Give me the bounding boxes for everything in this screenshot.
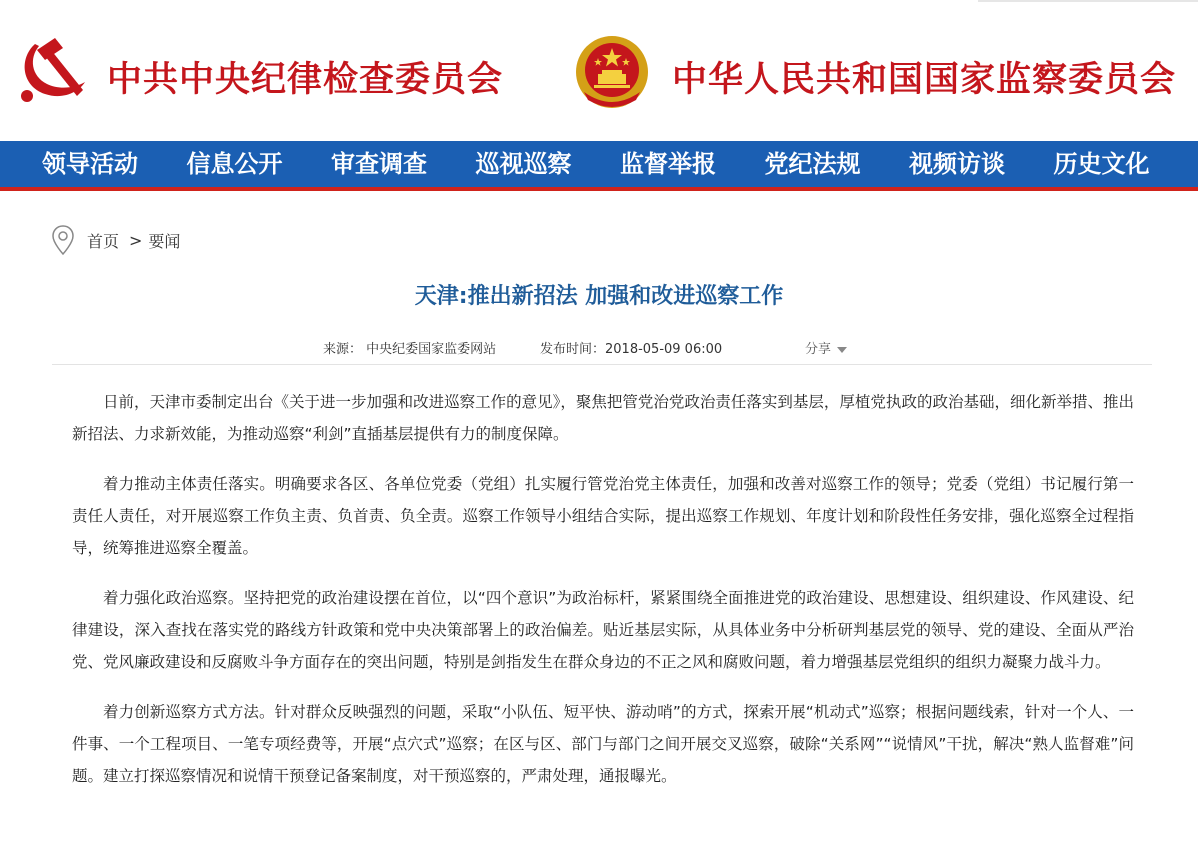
- nav-item-investigation[interactable]: 审查调查: [331, 149, 427, 178]
- breadcrumb: [52, 224, 180, 256]
- chevron-down-icon: [837, 347, 847, 353]
- org-name-right: 中华人民共和国国家监察委员会: [672, 59, 1177, 100]
- article-publish-time: 发布时间：2018-05-09 06:00: [540, 342, 723, 357]
- article-paragraph: 着力推动主体责任落实。明确要求各区、各单位党委（党组）扎实履行管党治党主体责任，加强和改善对巡察工作的领导；党委（党组）书记履行第一责任人责任，对开展巡察工作负主责、负首责、负全责。巡察工作领导小组结合实际，提出巡察工作规划、年度计划和阶段性任务安排，强化巡察全过程指导，统筹推进巡察全覆盖。: [72, 475, 1134, 557]
- site-header: [0, 0, 1198, 141]
- nav-item-inspection[interactable]: 巡视巡察: [475, 149, 572, 178]
- nav-item-regulations[interactable]: 党纪法规: [764, 149, 861, 178]
- nav-item-history[interactable]: 历史文化: [1053, 149, 1150, 178]
- main-nav: [0, 141, 1198, 191]
- nav-list: [0, 141, 1198, 187]
- nav-item-report[interactable]: 监督举报: [620, 149, 716, 178]
- nav-item-information[interactable]: 信息公开: [186, 149, 283, 178]
- national-emblem-icon[interactable]: [574, 34, 650, 110]
- article-paragraph: 着力强化政治巡察。坚持把党的政治建设摆在首位，以“四个意识”为政治标杆，紧紧围绕全面推进党的政治建设、思想建设、组织建设、作风建设、纪律建设，深入查找在落实党的路线方针政策和党中央决策部署上的政治偏差。贴近基层实际，从具体业务中分析研判基层党的领导、党的建设、全面从严治党、党风廉政建设和反腐败斗争方面存在的突出问题，特别是剑指发生在群众身边的不正之风和腐败问题，着力增强基层党组织的组织力凝聚力战斗力。: [72, 589, 1134, 671]
- org-name-left: 中共中央纪律检查委员会: [107, 59, 504, 100]
- article-body: [72, 386, 1134, 810]
- breadcrumb-separator: >: [129, 230, 143, 250]
- article-paragraph: 日前，天津市委制定出台《关于进一步加强和改进巡察工作的意见》，聚焦把管党治党政治责任落实到基层，厚植党执政的政治基础，细化新举措、推出新招法、力求新效能，为推动巡察“利剑”直插基层提供有力的制度保障。: [72, 393, 1134, 443]
- meta-divider: [52, 364, 1152, 365]
- share-button[interactable]: [805, 338, 847, 357]
- article-source: 来源： 中央纪委国家监委网站: [323, 342, 497, 357]
- party-emblem-icon[interactable]: [15, 36, 91, 106]
- article-paragraph: 着力创新巡察方式方法。针对群众反映强烈的问题，采取“小队伍、短平快、游动哨”的方式，探索开展“机动式”巡察；根据问题线索，针对一个人、一件事、一个工程项目、一笔专项经费等，开展“点穴式”巡察；在区与区、部门与部门之间开展交叉巡察，破除“关系网”“说情风”干扰，解决“熟人监督难”问题。建立打探巡察情况和说情干预登记备案制度，对干预巡察的，严肃处理，通报曝光。: [72, 703, 1134, 785]
- share-label: 分享: [805, 342, 832, 357]
- breadcrumb-current-link[interactable]: 要闻: [148, 231, 181, 251]
- article-meta: [0, 336, 1198, 358]
- location-pin-icon: [52, 225, 74, 255]
- article-title: 天津:推出新招法 加强和改进巡察工作: [414, 284, 784, 309]
- breadcrumb-home-link[interactable]: 首页: [87, 231, 120, 251]
- nav-item-video[interactable]: 视频访谈: [909, 149, 1005, 178]
- nav-item-leadership[interactable]: 领导活动: [42, 149, 138, 178]
